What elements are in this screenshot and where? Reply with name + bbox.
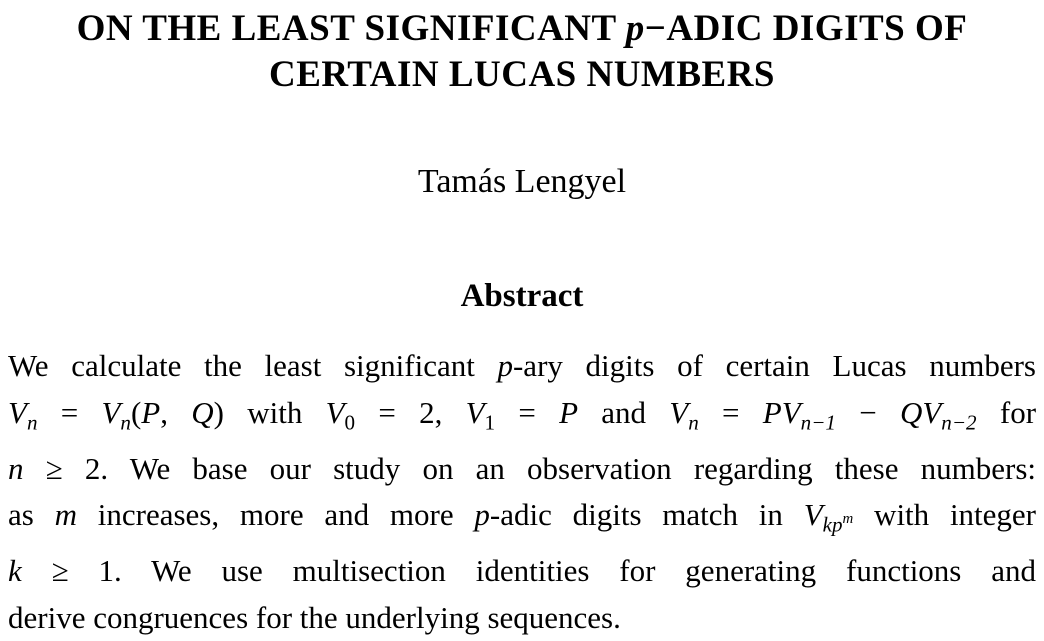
abstract-line-1: We calculate the least significant p-ary digits of certain Lucas numbers bbox=[8, 348, 1036, 383]
author-name: Tamás Lengyel bbox=[417, 163, 627, 200]
abstract-heading: Abstract bbox=[460, 278, 584, 314]
abstract-line-5: k ≥ 1. We use multisection identities for generating functions and bbox=[8, 553, 1036, 589]
paper-title-line-2: CERTAIN LUCAS NUMBERS bbox=[268, 54, 776, 95]
paper-title-line-1: ON THE LEAST SIGNIFICANT p−ADIC DIGITS OF bbox=[76, 8, 968, 49]
abstract-line-2: $V_n = V_n(P$, Q) with $V_0 = 2$, $V_1 = P$ and $V_n = PV_{n-1} - QV_{n-2}$ for bbox=[8, 394, 1037, 435]
abstract-line-6: derive congruences for the underlying sequences. bbox=[8, 599, 621, 635]
abstract-line-4: as m increases, more and more p-adic digits match in $V_{kp}m$ with integer bbox=[8, 497, 1037, 537]
abstract-line-3: n ≥ 2. We base our study on an observation regarding these numbers: bbox=[8, 450, 1036, 486]
paper-title bbox=[0, 0, 1044, 98]
abstract-body bbox=[0, 343, 1044, 641]
